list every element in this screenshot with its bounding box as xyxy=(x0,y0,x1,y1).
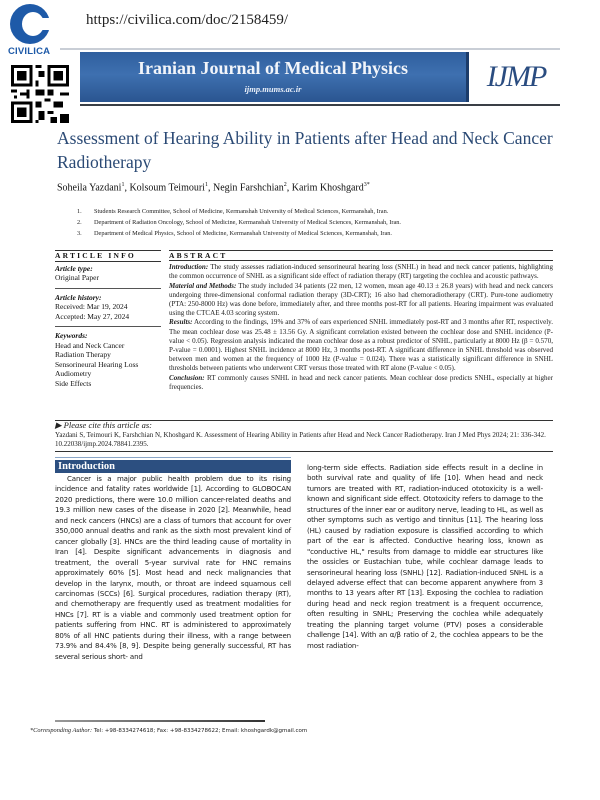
author-name: Negin Farshchian xyxy=(212,182,284,194)
section-heading-introduction: Introduction xyxy=(55,460,291,473)
article-info-header: ARTICLE INFO xyxy=(55,251,136,260)
qr-code-icon xyxy=(8,62,72,126)
affiliation-item: 3. Department of Medical Physics, School of Medicine, Kermanshah University of Medical Sciences, Kermanshah, Iran. xyxy=(77,230,392,237)
abstract-conclusion: Conclusion: RT commonly causes SNHL in head and neck cancer patients. Mean cochlear dose predicts SNHL, especially at higher frequencies. xyxy=(169,373,553,391)
triangle-right-icon: ▶ xyxy=(55,420,62,430)
corresponding-author-footnote: *Corresponding Author: Tel: +98-8334274618; Fax: +98-8334278622; Email: khoshgardk@gmail.com xyxy=(30,727,308,734)
keyword: Sensorineural Hearing Loss xyxy=(55,359,139,369)
ijmp-logo: IJMP xyxy=(486,60,546,93)
affiliation-list xyxy=(77,206,401,239)
keyword: Audiometry xyxy=(55,369,92,378)
article-history: Article history: Received: Mar 19, 2024 Accepted: May 27, 2024 xyxy=(55,292,130,321)
body-column-left: Cancer is a major public health problem due to its rising incidence and fatality rates worldwide [1]. According to GLOBOCAN 2020 predictions, there were 10.0 million cancer-related deaths and 19.3 million new cases of the disease in 2020 [2]. Meanwhile, head and neck cancers (HNCs) are a class of tumors that account for over 350,000 annual deaths and rank as the sixth most prevalent kind of cancer globally [3]. HNCs are the third leading cause of mortality in Iran [4]. Despite significant advancements in diagnosis and treatment, the overall 5-year survival rate for HNC remains approximately 60% [5]. Most head and neck malignancies that develop in the larynx, mouth, or throat are indeed squamous cell carcinomas (SCCs) [6]. Surgical procedures, radiation therapy (RT), and chemotherapy are frequently used as treatment modalities for HNCs [7]. RT is a viable and commonly used treatment option for patients suffering from HNC. RT is administered to approximately 80% of all HNC patients during their illness, with a range between 73.9% and 84.4% [8, 9]. Despite being generally successful, RT has several serious short- and xyxy=(55,474,291,661)
citation-box xyxy=(55,420,553,452)
section-rule xyxy=(55,457,291,458)
banner-bottom-rule xyxy=(80,104,560,106)
journal-name: Iranian Journal of Medical Physics xyxy=(137,58,408,78)
journal-banner xyxy=(80,52,469,102)
keyword: Radiation Therapy xyxy=(55,350,111,359)
journal-website[interactable]: ijmp.mums.ac.ir xyxy=(244,84,302,94)
author-name: Karim Khoshgard xyxy=(291,182,364,194)
abstract-header: ABSTRACT xyxy=(169,251,228,260)
keywords: Keywords: Head and Neck Cancer Radiation Therapy Sensorineural Hearing Loss Audiometry Side Effects xyxy=(55,329,161,391)
abstract-introduction: Introduction: The study assesses radiation-induced sensorineural hearing loss (SNHL) in head and neck cancer patients, highlighting the common occurrence of SNHL as a significant side effect of radiation therapy (RT) targeting the cochlea and acoustic pathways. xyxy=(169,263,553,281)
citation-text: Yazdani S, Teimouri K, Farshchian N, Khoshgard K. Assessment of Hearing Ability in Patients after Head and Neck Cancer Radiotherapy. Iran J Med Phys 2024; 21: 336-342. 10.22038/ijmp.2024.78841.2395. xyxy=(55,430,546,448)
author-affiliation-mark: 3* xyxy=(363,182,370,188)
abstract-methods: Material and Methods: The study included 34 patients (22 men, 12 women, mean age 40.13 ± 26.8 years) with head and neck cancers undergoing three-dimensional conformal radiation therapy (3D-CRT); 16 also had chemoradiotherapy (CRT). Pure-tone audiometry (PTA: 250-8000 Hz) was done before, immediately after, and three months post-RT for all patients. Hearing impairment was evaluated using the CTCAE 4.03 scoring system. xyxy=(169,281,553,318)
paper-title: Assessment of Hearing Ability in Patients after Head and Neck Cancer Radiotherapy xyxy=(57,128,553,172)
civilica-logo[interactable] xyxy=(4,4,56,56)
author-affiliation-mark: 2 xyxy=(283,182,287,188)
abstract xyxy=(169,250,553,392)
affiliation-item: 1. Students Research Committee, School of Medicine, Kermanshah University of Medical Sciences, Kermanshah, Iran. xyxy=(77,208,389,215)
body-column-right: long-term side effects. Radiation side effects result in a decline in both survival rate and quality of life [10]. When head and neck tumors are treated with RT, radiation-induced ototoxicity is a well-known and significant side effect. Ototoxicity refers to damage to the structures of the inner ear or auditory nerve, leading to HL, as well as other symptoms such as vertigo and tinnitus [11]. The hearing loss (HL) caused by radiation exposure is classified according to which part of the ear is affected. Conductive hearing loss, known as "conductive HL," results from damage to middle ear structures like the ossicles or Eustachian tube, while cochlear damage leads to sensorineural hearing loss (SNHL) [12]. Radiation-induced SNHL is a delayed adverse effect that can become apparent anywhere from 3 months to 13 years after RT [13]. Exposing the cochlea to radiation during head and neck region treatment is a frequent occurrence, often resulting in SNHL; Preserving the cochlea while adequately treating the planning target volume (PTV) poses a considerable challenge [14]. With an α/β ratio of 2, the cochlea appears to be the most radiation- xyxy=(307,463,543,650)
author-affiliation-mark: 1 xyxy=(121,182,125,188)
author-name: Soheila Yazdani xyxy=(57,182,122,194)
article-type: Article type: Original Paper xyxy=(55,263,99,282)
keyword: Side Effects xyxy=(55,378,92,388)
footnote-rule xyxy=(55,720,265,722)
civilica-c-icon xyxy=(10,4,50,44)
banner-top-rule xyxy=(60,48,560,50)
source-url[interactable]: https://civilica.com/doc/2158459/ xyxy=(86,12,289,28)
citation-header: ▶ Please cite this article as: xyxy=(55,420,152,430)
abstract-results: Results: According to the findings, 19% and 37% of ears experienced SNHL immediately post-RT and 3 months after RT, respectively. The mean cochlear dose was 25.48 ± 13.56 Gy. A significant correlation existed between the cochlear dose and SNHL incidence (P-value < 0.05). Regression analysis indicated the mean cochlear dose as a robust predictor of SNHL, particularly at 8000 Hz (β = 0.570, P-value = 0.0001). Highest SNHL incidence at 8000 Hz, 3 months post-RT. A significant difference in SNHL threshold was observed between men and women at the frequency of 1000 Hz (P-value = 0.024). There was a statistically significant difference in SNHL thresholds between patients who underwent CRT versus those treated with RT alone (P-value < 0.05). xyxy=(169,318,553,373)
civilica-brand: CIVILICA xyxy=(8,46,51,57)
author-list: Soheila Yazdani$^1$, Kolsoum Teimouri$^1$, Negin Farshchian$^2$, Karim Khoshgard$^{3*}$ xyxy=(57,182,370,194)
affiliation-item: 2. Department of Radiation Oncology, School of Medicine, Kermanshah University of Medical Sciences, Kermanshah, Iran. xyxy=(77,219,402,226)
keyword: Head and Neck Cancer xyxy=(55,340,125,350)
author-affiliation-mark: 1 xyxy=(204,182,208,188)
article-info xyxy=(55,250,161,391)
author-name: Kolsoum Teimouri xyxy=(129,182,205,194)
